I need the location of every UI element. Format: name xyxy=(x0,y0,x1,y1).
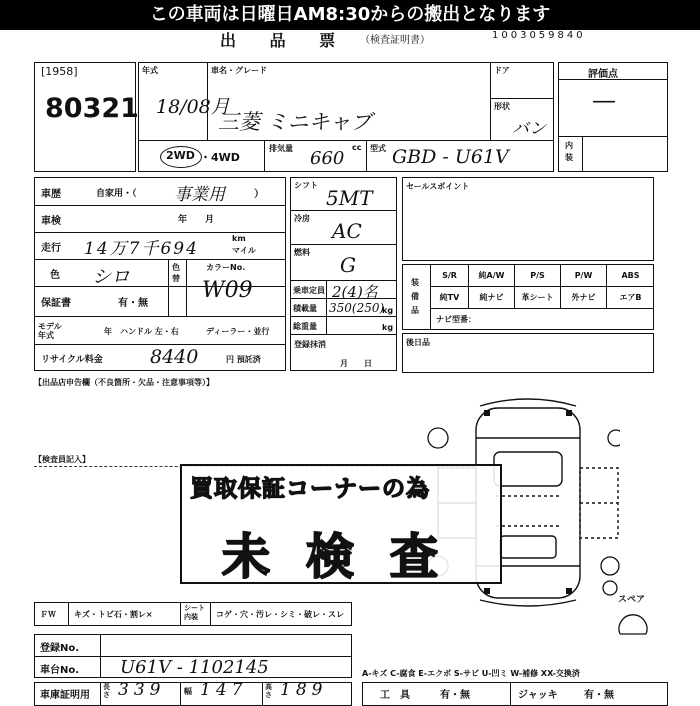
uninspected-stamp xyxy=(180,464,502,584)
equip-airbag: エアB xyxy=(606,286,654,308)
equip-alloy-wheels: 純A/W xyxy=(468,264,514,286)
seat-codes: コゲ・穴・汚レ・シミ・破レ・スレ xyxy=(216,610,344,619)
model-label: 型式 xyxy=(370,144,386,153)
color-no-label: カラーNo. xyxy=(206,263,246,272)
model-year-label: モデル年式 xyxy=(38,322,62,340)
fw-label: ＦＷ xyxy=(40,610,56,619)
after-items-box xyxy=(402,333,654,373)
interior-label: 内装 xyxy=(565,141,573,162)
after-items-label: 後日品 xyxy=(406,338,430,347)
seat-label: シート内装 xyxy=(184,604,205,621)
shift-value: 5MT xyxy=(326,186,373,210)
gross-kg: kg xyxy=(382,323,394,332)
color-value: シロ xyxy=(92,266,131,288)
jack-value: 有・無 xyxy=(584,690,614,701)
height-value: 189 xyxy=(280,680,328,700)
serial-number: 1003059840 xyxy=(492,30,586,41)
equip-leather: 革シート xyxy=(514,286,560,308)
history-close: ） xyxy=(254,189,264,200)
announcement-banner: この車両は日曜日AM8:30からの搬出となります xyxy=(0,0,700,30)
history-label: 車歴 xyxy=(41,189,61,200)
car-name-label: 車名・グレード xyxy=(211,66,267,75)
color-number: W09 xyxy=(202,278,253,303)
width-value: 147 xyxy=(200,680,248,700)
mileage-label: 走行 xyxy=(41,243,61,254)
car-name: 三菱 ミニキャブ xyxy=(218,110,372,134)
model-year-unit: 年 xyxy=(104,327,112,336)
stamp-line-1: 買取保証コーナーの為 xyxy=(190,476,430,502)
warranty-label: 保証書 xyxy=(41,298,71,309)
length-label: 長さ xyxy=(103,683,110,699)
history-options: 自家用・（ xyxy=(96,189,137,199)
history-table xyxy=(34,177,286,371)
chassis-label: 車台No. xyxy=(40,665,80,676)
lot-small-number: [1958] xyxy=(41,65,78,78)
drive-2wd: 2WD xyxy=(166,149,195,162)
rating-value: — xyxy=(592,86,616,114)
load-label: 積載量 xyxy=(293,304,317,313)
registration-label: 登録No. xyxy=(40,643,80,654)
history-value: 事業用 xyxy=(174,185,225,205)
year-month: 18/08月 xyxy=(156,96,230,118)
displacement: 660 xyxy=(310,148,345,169)
handle-label: ハンドル 左・右 xyxy=(120,327,179,336)
tools-label: 工具 xyxy=(380,690,420,701)
equip-abs: ABS xyxy=(606,264,654,286)
equip-ps: P/S xyxy=(514,264,560,286)
aircon-label: 冷房 xyxy=(294,214,310,223)
recycle-value: 8440 xyxy=(150,346,199,368)
body-shape: バン xyxy=(512,119,546,139)
spare-tire-icon xyxy=(616,606,650,642)
warranty-value: 有・無 xyxy=(118,298,148,309)
load-kg: kg xyxy=(382,306,394,315)
sheet-subtitle: （検査証明書） xyxy=(360,35,430,46)
spare-label: スペア xyxy=(618,595,646,605)
shape-label: 形状 xyxy=(494,102,510,111)
stamp-line-2: 未検査 xyxy=(222,529,475,585)
drive-4wd: ・4WD xyxy=(200,151,240,164)
rating-label: 評価点 xyxy=(588,69,618,80)
door-label: ドア xyxy=(494,66,510,75)
jack-label: ジャッキ xyxy=(518,690,558,701)
cc-unit: cc xyxy=(352,143,362,152)
lot-number-box xyxy=(34,62,139,172)
inspector-note-label: 【検査員記入】 xyxy=(34,455,90,464)
year-label: 年式 xyxy=(142,66,158,75)
shift-label: シフト xyxy=(294,181,318,190)
mileage-value: 14万7千694 xyxy=(84,239,199,259)
equip-tv: 純TV xyxy=(430,286,468,308)
cancel-units: 月 日 xyxy=(340,359,372,368)
chassis-number: U61V - 1102145 xyxy=(120,657,269,678)
seller-note-label: 【出品店申告欄（不良箇所・欠品・注意事項等）】 xyxy=(34,378,214,387)
equip-pw: P/W xyxy=(560,264,606,286)
color-change-label: 色替 xyxy=(172,263,180,283)
garage-cert-label: 車庫証明用 xyxy=(40,690,90,701)
load-value: 350(250) xyxy=(329,301,385,315)
displacement-label: 排気量 xyxy=(269,144,293,153)
recycle-label: リサイクル料金 xyxy=(41,355,103,365)
damage-legend: A-キズ C-腐食 E-エクボ S-サビ U-凹ミ W-補修 XX-交換済 xyxy=(362,669,580,678)
length-value: 339 xyxy=(118,680,166,700)
equip-sr: S/R xyxy=(430,264,468,286)
navi-model-label: ナビ型番： xyxy=(436,315,476,324)
inspection-label: 車検 xyxy=(41,216,61,227)
height-label: 高さ xyxy=(265,683,272,699)
sales-point-label: セールスポイント xyxy=(406,182,470,191)
capacity-label: 乗車定員 xyxy=(293,286,325,295)
sheet-title: 出 品 票 xyxy=(220,31,350,50)
recycle-unit: 円 預託済 xyxy=(226,355,261,364)
fuel-label: 燃料 xyxy=(294,248,310,257)
gross-weight-label: 総重量 xyxy=(293,322,317,331)
equip-ext-navi: 外ナビ xyxy=(560,286,606,308)
km-unit: km xyxy=(232,234,246,243)
lot-number: 80321 xyxy=(45,93,139,124)
aircon-value: AC xyxy=(332,219,362,243)
capacity-value: 2(4)名 xyxy=(332,283,378,301)
dealer-label: ディーラー・並行 xyxy=(206,327,270,336)
model-code: GBD - U61V xyxy=(392,146,509,168)
fuel-value: G xyxy=(340,253,356,277)
tools-value: 有・無 xyxy=(440,690,470,701)
equip-navi: 純ナビ xyxy=(468,286,514,308)
color-label: 色 xyxy=(50,270,60,281)
width-label: 幅 xyxy=(184,687,192,696)
inspection-units: 年 月 xyxy=(178,215,215,225)
cancel-label: 登録抹消 xyxy=(294,340,326,349)
equipment-label: 装備品 xyxy=(411,278,419,315)
fw-codes: キズ・トビ石・割レ× xyxy=(74,610,153,619)
mile-unit: マイル xyxy=(232,246,256,255)
